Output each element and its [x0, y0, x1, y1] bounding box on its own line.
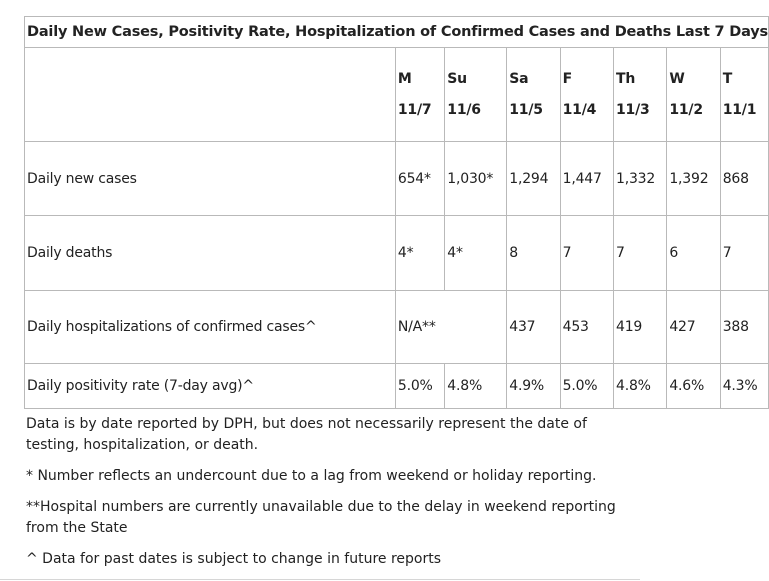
- table-cell: 1,392: [667, 142, 720, 216]
- table-cell: 4.8%: [613, 364, 666, 409]
- covid-stats-table: [24, 16, 769, 409]
- row-label-hospitalizations: Daily hospitalizations of confirmed cases^: [25, 291, 396, 364]
- note-reporting-date: Data is by date reported by DPH, but does not necessarily represent the date of testing, hospitalization, or death.: [26, 416, 587, 453]
- note-data-changes: ^ Data for past dates is subject to change in future reports: [26, 551, 442, 567]
- table-cell: 1,030*: [445, 142, 507, 216]
- day-date: 11/6: [447, 101, 481, 118]
- new-cases-row: [25, 142, 769, 216]
- day-abbr: Sa: [509, 70, 529, 87]
- day-header-sat: [507, 48, 560, 142]
- table-cell: 4.9%: [507, 364, 560, 409]
- day-date: 11/7: [397, 101, 432, 118]
- table-cell-na: N/A**: [395, 291, 506, 364]
- table-cell: 453: [560, 291, 613, 364]
- table-cell: 419: [613, 291, 666, 364]
- table-cell: 4*: [445, 216, 507, 291]
- footnotes: [26, 414, 626, 580]
- day-abbr: F: [562, 70, 572, 87]
- day-date: 11/1: [722, 101, 757, 118]
- table-cell: 6: [667, 216, 720, 291]
- table-title: Daily New Cases, Positivity Rate, Hospitalization of Confirmed Cases and Deaths Last 7 Days: [25, 17, 769, 48]
- positivity-row: [25, 364, 769, 409]
- row-label-positivity: Daily positivity rate (7-day avg)^: [25, 364, 396, 409]
- table-cell: 1,447: [560, 142, 613, 216]
- day-date: 11/3: [615, 101, 650, 118]
- row-label-deaths: Daily deaths: [25, 216, 396, 291]
- day-abbr: Su: [447, 70, 467, 87]
- day-abbr: T: [722, 70, 733, 87]
- day-header-fri: [560, 48, 613, 142]
- day-header-mon: [395, 48, 444, 142]
- table-cell: 1,332: [613, 142, 666, 216]
- day-header-sun: [445, 48, 507, 142]
- row-label-new-cases: Daily new cases: [25, 142, 396, 216]
- day-date: 11/4: [562, 101, 597, 118]
- hospitalizations-row: [25, 291, 769, 364]
- table-cell: 5.0%: [560, 364, 613, 409]
- table-cell: 7: [560, 216, 613, 291]
- table-cell: 4*: [395, 216, 444, 291]
- table-cell: 388: [720, 291, 768, 364]
- table-cell: 8: [507, 216, 560, 291]
- table-cell: 4.3%: [720, 364, 768, 409]
- deaths-row: [25, 216, 769, 291]
- note-hospital-unavailable: **Hospital numbers are currently unavailable due to the delay in weekend reporting from the State: [26, 499, 616, 536]
- day-header-thu: [613, 48, 666, 142]
- day-header-tue: [720, 48, 768, 142]
- day-date: 11/2: [669, 101, 703, 118]
- day-header-row: [25, 48, 769, 142]
- table-cell: 7: [720, 216, 768, 291]
- day-header-wed: [667, 48, 720, 142]
- table-cell: 868: [720, 142, 768, 216]
- day-abbr: M: [397, 70, 412, 87]
- day-date: 11/5: [509, 101, 543, 118]
- table-cell: 4.6%: [667, 364, 720, 409]
- title-row: [25, 17, 769, 48]
- table-cell: 437: [507, 291, 560, 364]
- day-abbr: Th: [615, 70, 636, 87]
- table-cell: 5.0%: [395, 364, 444, 409]
- table-cell: 427: [667, 291, 720, 364]
- header-blank-cell: [25, 48, 396, 142]
- table-cell: 654*: [395, 142, 444, 216]
- table-cell: 4.8%: [445, 364, 507, 409]
- note-undercount: * Number reflects an undercount due to a lag from weekend or holiday reporting.: [26, 468, 597, 484]
- table-cell: 1,294: [507, 142, 560, 216]
- day-abbr: W: [669, 70, 685, 87]
- table-cell: 7: [613, 216, 666, 291]
